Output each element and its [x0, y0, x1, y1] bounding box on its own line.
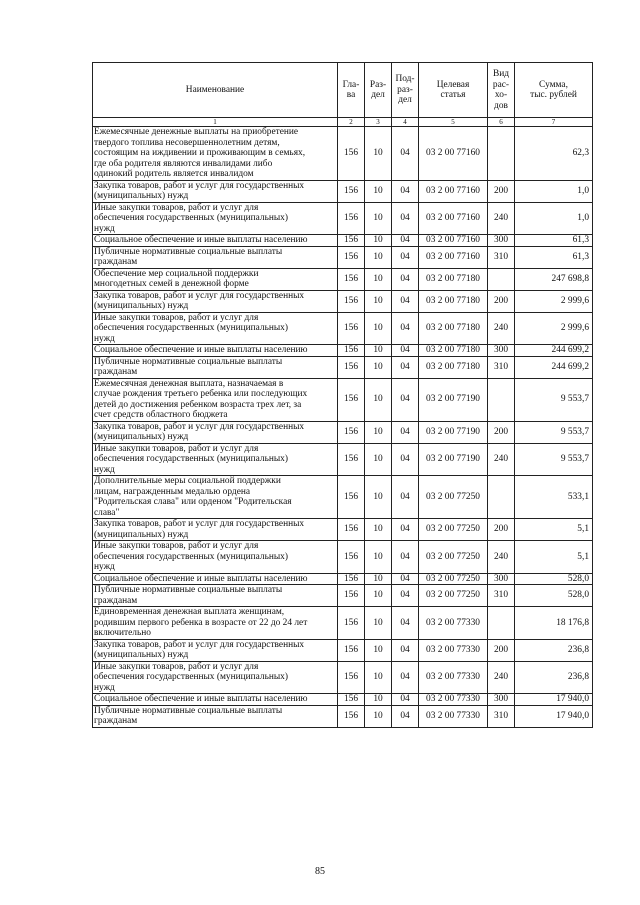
row-vid-cell: 200	[488, 180, 515, 202]
row-sum-cell: 236,8	[515, 639, 593, 661]
row-sum-cell: 528,0	[515, 573, 593, 585]
row-glava-cell: 156	[338, 421, 365, 443]
row-name-cell: Ежемесячная денежная выплата, назначаемая в случае рождения третьего ребенка или последующих детей до достижения ребенком возраста трех лет, за счет средств областного бюджета	[93, 378, 338, 421]
row-podrazdel-cell: 04	[392, 202, 419, 235]
table-row	[93, 246, 593, 268]
row-glava-cell: 156	[338, 443, 365, 476]
row-razdel-cell: 10	[365, 378, 392, 421]
row-glava-cell: 156	[338, 607, 365, 640]
row-name-cell: Иные закупки товаров, работ и услуг для обеспечения государственных (муниципальных) нужд	[93, 202, 338, 235]
table-row	[93, 356, 593, 378]
row-name-cell: Закупка товаров, работ и услуг для государственных (муниципальных) нужд	[93, 421, 338, 443]
row-target-cell: 03 2 00 77180	[419, 268, 488, 290]
row-vid-cell: 200	[488, 421, 515, 443]
row-sum-cell: 528,0	[515, 585, 593, 607]
row-podrazdel-cell: 04	[392, 312, 419, 345]
row-sum-cell: 17 940,0	[515, 694, 593, 706]
row-name-cell: Дополнительные меры социальной поддержки лицам, награжденным медалью ордена "Родительская слава" или орденом "Родительская слава"	[93, 476, 338, 519]
row-target-cell: 03 2 00 77190	[419, 421, 488, 443]
row-target-cell: 03 2 00 77250	[419, 476, 488, 519]
table-row	[93, 639, 593, 661]
column-number: 1	[93, 118, 338, 127]
row-sum-cell: 5,1	[515, 541, 593, 574]
row-target-cell: 03 2 00 77160	[419, 235, 488, 247]
row-vid-cell: 240	[488, 443, 515, 476]
row-sum-cell: 2 999,6	[515, 312, 593, 345]
table-row	[93, 312, 593, 345]
header-razdel: Раз- дел	[365, 63, 392, 118]
row-glava-cell: 156	[338, 202, 365, 235]
row-vid-cell	[488, 268, 515, 290]
row-glava-cell: 156	[338, 705, 365, 727]
table-row	[93, 180, 593, 202]
row-podrazdel-cell: 04	[392, 585, 419, 607]
row-sum-cell: 1,0	[515, 180, 593, 202]
row-glava-cell: 156	[338, 345, 365, 357]
table-row	[93, 202, 593, 235]
row-sum-cell: 2 999,6	[515, 290, 593, 312]
row-name-cell: Иные закупки товаров, работ и услуг для обеспечения государственных (муниципальных) нужд	[93, 661, 338, 694]
table-row	[93, 421, 593, 443]
table-row	[93, 235, 593, 247]
row-name-cell: Публичные нормативные социальные выплаты гражданам	[93, 585, 338, 607]
header-name: Наименование	[93, 63, 338, 118]
row-podrazdel-cell: 04	[392, 607, 419, 640]
row-razdel-cell: 10	[365, 312, 392, 345]
table-row	[93, 661, 593, 694]
row-target-cell: 03 2 00 77250	[419, 573, 488, 585]
row-podrazdel-cell: 04	[392, 290, 419, 312]
row-razdel-cell: 10	[365, 694, 392, 706]
row-vid-cell: 240	[488, 541, 515, 574]
table-row	[93, 127, 593, 181]
row-podrazdel-cell: 04	[392, 541, 419, 574]
row-target-cell: 03 2 00 77160	[419, 127, 488, 181]
row-vid-cell: 300	[488, 235, 515, 247]
row-razdel-cell: 10	[365, 345, 392, 357]
row-sum-cell: 61,3	[515, 246, 593, 268]
row-podrazdel-cell: 04	[392, 705, 419, 727]
row-name-cell: Социальное обеспечение и иные выплаты населению	[93, 573, 338, 585]
row-target-cell: 03 2 00 77330	[419, 661, 488, 694]
row-podrazdel-cell: 04	[392, 246, 419, 268]
row-razdel-cell: 10	[365, 421, 392, 443]
row-podrazdel-cell: 04	[392, 268, 419, 290]
column-number: 4	[392, 118, 419, 127]
table-header-row	[93, 63, 593, 118]
row-vid-cell: 240	[488, 202, 515, 235]
header-target: Целевая статья	[419, 63, 488, 118]
row-glava-cell: 156	[338, 378, 365, 421]
row-sum-cell: 244 699,2	[515, 356, 593, 378]
row-glava-cell: 156	[338, 639, 365, 661]
row-vid-cell: 200	[488, 639, 515, 661]
row-glava-cell: 156	[338, 476, 365, 519]
row-glava-cell: 156	[338, 519, 365, 541]
table-row	[93, 694, 593, 706]
row-podrazdel-cell: 04	[392, 573, 419, 585]
row-vid-cell: 200	[488, 519, 515, 541]
table-row	[93, 378, 593, 421]
row-podrazdel-cell: 04	[392, 519, 419, 541]
row-vid-cell: 310	[488, 356, 515, 378]
column-number: 2	[338, 118, 365, 127]
header-glava: Гла- ва	[338, 63, 365, 118]
row-podrazdel-cell: 04	[392, 180, 419, 202]
row-vid-cell	[488, 127, 515, 181]
row-vid-cell: 310	[488, 705, 515, 727]
table-body	[93, 127, 593, 728]
row-razdel-cell: 10	[365, 246, 392, 268]
row-sum-cell: 533,1	[515, 476, 593, 519]
column-number: 3	[365, 118, 392, 127]
row-podrazdel-cell: 04	[392, 378, 419, 421]
row-podrazdel-cell: 04	[392, 443, 419, 476]
row-name-cell: Ежемесячные денежные выплаты на приобретение твердого топлива несовершеннолетним детям, состоящим на иждивении и проживающим в семьях, где оба родителя являются инвалидами либо одинокий родитель является инвалидом	[93, 127, 338, 181]
row-razdel-cell: 10	[365, 268, 392, 290]
row-glava-cell: 156	[338, 694, 365, 706]
column-number-row	[93, 118, 593, 127]
row-target-cell: 03 2 00 77330	[419, 639, 488, 661]
row-target-cell: 03 2 00 77160	[419, 246, 488, 268]
row-razdel-cell: 10	[365, 476, 392, 519]
table-row	[93, 519, 593, 541]
row-glava-cell: 156	[338, 127, 365, 181]
row-razdel-cell: 10	[365, 573, 392, 585]
row-name-cell: Закупка товаров, работ и услуг для государственных (муниципальных) нужд	[93, 180, 338, 202]
row-name-cell: Социальное обеспечение и иные выплаты населению	[93, 694, 338, 706]
row-podrazdel-cell: 04	[392, 639, 419, 661]
row-glava-cell: 156	[338, 235, 365, 247]
row-target-cell: 03 2 00 77180	[419, 290, 488, 312]
row-name-cell: Социальное обеспечение и иные выплаты населению	[93, 345, 338, 357]
row-sum-cell: 62,3	[515, 127, 593, 181]
table-row	[93, 345, 593, 357]
table-row	[93, 443, 593, 476]
header-sum: Сумма, тыс. рублей	[515, 63, 593, 118]
row-razdel-cell: 10	[365, 585, 392, 607]
row-razdel-cell: 10	[365, 519, 392, 541]
row-target-cell: 03 2 00 77250	[419, 519, 488, 541]
table-row	[93, 290, 593, 312]
row-name-cell: Публичные нормативные социальные выплаты гражданам	[93, 705, 338, 727]
row-sum-cell: 244 699,2	[515, 345, 593, 357]
row-razdel-cell: 10	[365, 235, 392, 247]
row-razdel-cell: 10	[365, 705, 392, 727]
column-number: 7	[515, 118, 593, 127]
row-target-cell: 03 2 00 77190	[419, 378, 488, 421]
row-glava-cell: 156	[338, 541, 365, 574]
row-vid-cell: 300	[488, 573, 515, 585]
header-vid: Вид рас- хо- дов	[488, 63, 515, 118]
row-name-cell: Социальное обеспечение и иные выплаты населению	[93, 235, 338, 247]
header-podrazdel: Под- раз- дел	[392, 63, 419, 118]
row-sum-cell: 1,0	[515, 202, 593, 235]
row-glava-cell: 156	[338, 312, 365, 345]
row-target-cell: 03 2 00 77250	[419, 585, 488, 607]
row-vid-cell: 240	[488, 312, 515, 345]
row-sum-cell: 5,1	[515, 519, 593, 541]
row-name-cell: Иные закупки товаров, работ и услуг для обеспечения государственных (муниципальных) нужд	[93, 312, 338, 345]
row-razdel-cell: 10	[365, 127, 392, 181]
row-vid-cell	[488, 378, 515, 421]
row-name-cell: Закупка товаров, работ и услуг для государственных (муниципальных) нужд	[93, 290, 338, 312]
row-razdel-cell: 10	[365, 639, 392, 661]
row-sum-cell: 17 940,0	[515, 705, 593, 727]
row-razdel-cell: 10	[365, 661, 392, 694]
row-name-cell: Закупка товаров, работ и услуг для государственных (муниципальных) нужд	[93, 639, 338, 661]
table-row	[93, 607, 593, 640]
row-podrazdel-cell: 04	[392, 476, 419, 519]
row-glava-cell: 156	[338, 573, 365, 585]
row-target-cell: 03 2 00 77180	[419, 356, 488, 378]
row-vid-cell: 240	[488, 661, 515, 694]
row-sum-cell: 9 553,7	[515, 443, 593, 476]
row-razdel-cell: 10	[365, 290, 392, 312]
table-row	[93, 573, 593, 585]
row-target-cell: 03 2 00 77190	[419, 443, 488, 476]
row-vid-cell: 300	[488, 694, 515, 706]
row-podrazdel-cell: 04	[392, 345, 419, 357]
row-target-cell: 03 2 00 77160	[419, 180, 488, 202]
row-podrazdel-cell: 04	[392, 661, 419, 694]
table-row	[93, 268, 593, 290]
row-name-cell: Иные закупки товаров, работ и услуг для обеспечения государственных (муниципальных) нужд	[93, 541, 338, 574]
row-glava-cell: 156	[338, 661, 365, 694]
table-row	[93, 476, 593, 519]
row-razdel-cell: 10	[365, 180, 392, 202]
row-razdel-cell: 10	[365, 356, 392, 378]
row-podrazdel-cell: 04	[392, 235, 419, 247]
row-sum-cell: 9 553,7	[515, 378, 593, 421]
budget-table	[92, 62, 593, 728]
row-sum-cell: 9 553,7	[515, 421, 593, 443]
row-sum-cell: 18 176,8	[515, 607, 593, 640]
row-glava-cell: 156	[338, 268, 365, 290]
row-glava-cell: 156	[338, 180, 365, 202]
column-number: 5	[419, 118, 488, 127]
row-target-cell: 03 2 00 77180	[419, 345, 488, 357]
row-podrazdel-cell: 04	[392, 356, 419, 378]
row-name-cell: Единовременная денежная выплата женщинам, родившим первого ребенка в возрасте от 22 до 24 лет включительно	[93, 607, 338, 640]
row-name-cell: Публичные нормативные социальные выплаты гражданам	[93, 356, 338, 378]
budget-table-container	[92, 62, 592, 728]
row-sum-cell: 236,8	[515, 661, 593, 694]
row-sum-cell: 247 698,8	[515, 268, 593, 290]
column-number: 6	[488, 118, 515, 127]
page-number: 85	[315, 866, 325, 877]
row-name-cell: Обеспечение мер социальной поддержки многодетных семей в денежной форме	[93, 268, 338, 290]
row-vid-cell: 310	[488, 246, 515, 268]
row-vid-cell	[488, 607, 515, 640]
row-podrazdel-cell: 04	[392, 694, 419, 706]
table-row	[93, 541, 593, 574]
row-target-cell: 03 2 00 77330	[419, 705, 488, 727]
row-glava-cell: 156	[338, 290, 365, 312]
table-row	[93, 585, 593, 607]
row-name-cell: Иные закупки товаров, работ и услуг для обеспечения государственных (муниципальных) нужд	[93, 443, 338, 476]
row-sum-cell: 61,3	[515, 235, 593, 247]
row-vid-cell: 310	[488, 585, 515, 607]
row-podrazdel-cell: 04	[392, 127, 419, 181]
row-razdel-cell: 10	[365, 202, 392, 235]
row-target-cell: 03 2 00 77330	[419, 607, 488, 640]
row-target-cell: 03 2 00 77250	[419, 541, 488, 574]
row-vid-cell: 300	[488, 345, 515, 357]
row-glava-cell: 156	[338, 585, 365, 607]
row-razdel-cell: 10	[365, 607, 392, 640]
row-vid-cell	[488, 476, 515, 519]
table-row	[93, 705, 593, 727]
row-target-cell: 03 2 00 77330	[419, 694, 488, 706]
row-razdel-cell: 10	[365, 541, 392, 574]
row-razdel-cell: 10	[365, 443, 392, 476]
row-podrazdel-cell: 04	[392, 421, 419, 443]
row-vid-cell: 200	[488, 290, 515, 312]
row-name-cell: Публичные нормативные социальные выплаты гражданам	[93, 246, 338, 268]
row-name-cell: Закупка товаров, работ и услуг для государственных (муниципальных) нужд	[93, 519, 338, 541]
row-target-cell: 03 2 00 77160	[419, 202, 488, 235]
row-glava-cell: 156	[338, 356, 365, 378]
row-glava-cell: 156	[338, 246, 365, 268]
row-target-cell: 03 2 00 77180	[419, 312, 488, 345]
